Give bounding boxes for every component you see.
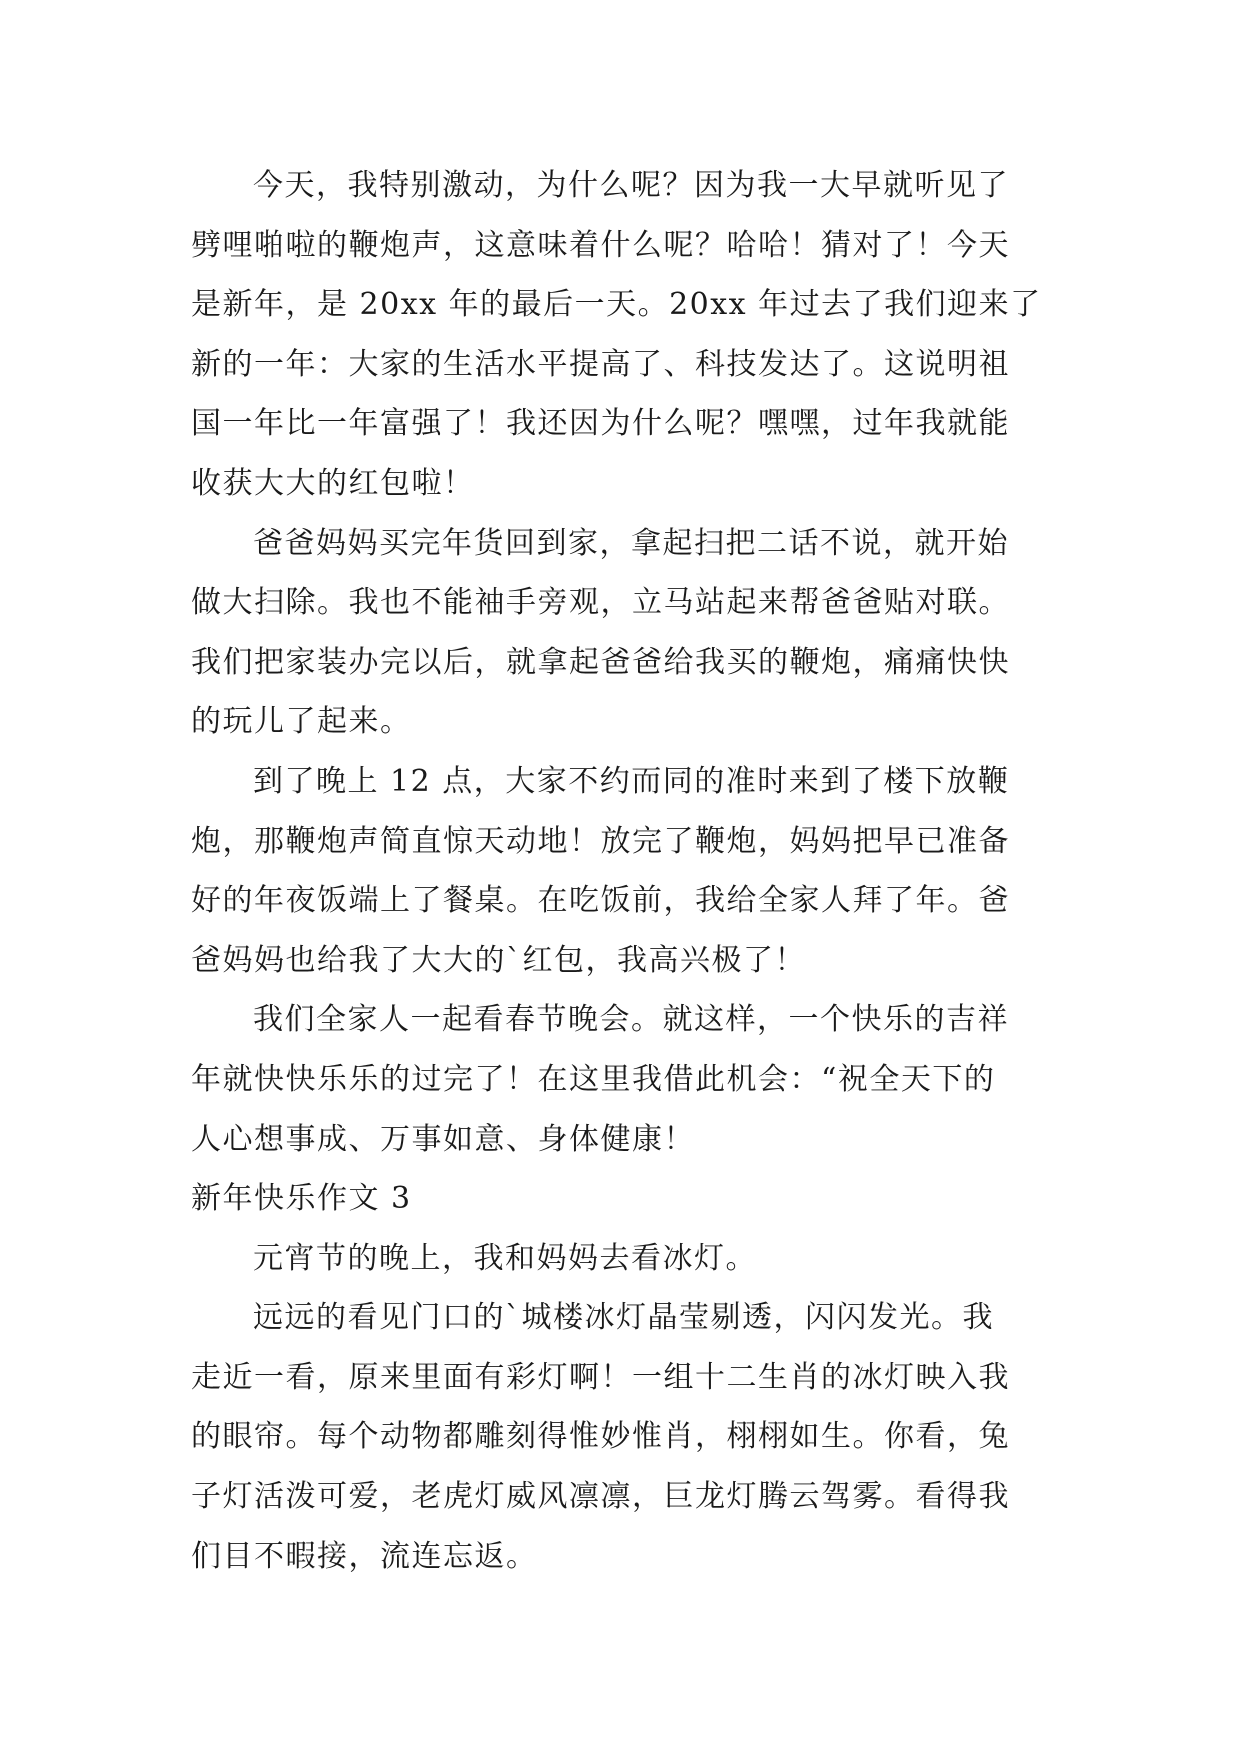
text-line: 年就快快乐乐的过完了！在这里我借此机会：“祝全天下的 [191,1061,996,1097]
text-line: 走近一看，原来里面有彩灯啊！一组十二生肖的冰灯映入我 [191,1359,1010,1395]
text-line: 做大扫除。我也不能袖手旁观，立马站起来帮爸爸贴对联。 [191,585,1010,621]
text-line: 人心想事成、万事如意、身体健康！ [191,1121,695,1157]
text-line: 是新年，是 20xx 年的最后一天。20xx 年过去了我们迎来了 [191,287,1042,323]
text-line: 国一年比一年富强了！我还因为什么呢？嘿嘿，过年我就能 [191,406,1010,442]
text-line: 的眼帘。每个动物都雕刻得惟妙惟肖，栩栩如生。你看，兔 [191,1419,1010,1455]
text-line: 爸爸妈妈买完年货回到家，拿起扫把二话不说，就开始 [253,525,1009,561]
section-heading: 新年快乐作文 3 [191,1181,412,1217]
text-line: 到了晚上 12 点，大家不约而同的准时来到了楼下放鞭 [253,763,1010,799]
document-body [191,156,1051,1586]
text-line: 好的年夜饭端上了餐桌。在吃饭前，我给全家人拜了年。爸 [191,883,1010,919]
text-line: 子灯活泼可爱，老虎灯威风凛凛，巨龙灯腾云驾雾。看得我 [191,1479,1010,1515]
text-line: 爸妈妈也给我了大大的`红包，我高兴极了！ [191,942,806,978]
text-line: 今天，我特别激动，为什么呢？因为我一大早就听见了 [253,168,1009,203]
text-line: 我们把家装办完以后，就拿起爸爸给我买的鞭炮，痛痛快快 [191,644,1010,680]
text-line: 们目不暇接，流连忘返。 [191,1538,538,1574]
text-line: 新的一年：大家的生活水平提高了、科技发达了。这说明祖 [191,346,1010,382]
text-line: 远远的看见门口的`城楼冰灯晶莹剔透，闪闪发光。我 [253,1300,994,1336]
text-line: 劈哩啪啦的鞭炮声，这意味着什么呢？哈哈！猜对了！今天 [191,227,1010,263]
text-line: 炮，那鞭炮声简直惊天动地！放完了鞭炮，妈妈把早已准备 [191,823,1010,859]
text-line: 我们全家人一起看春节晚会。就这样，一个快乐的吉祥 [253,1002,1009,1038]
text-line: 的玩儿了起来。 [191,704,412,740]
text-line: 元宵节的晚上，我和妈妈去看冰灯。 [253,1240,757,1276]
text-line: 收获大大的红包啦！ [191,465,475,501]
